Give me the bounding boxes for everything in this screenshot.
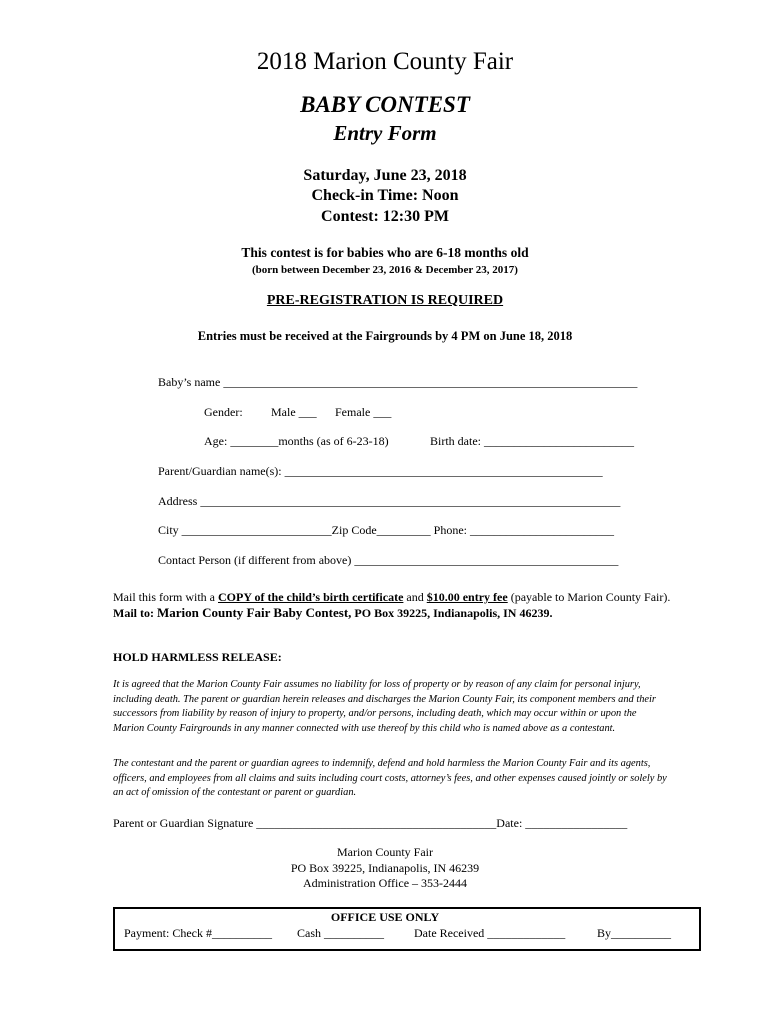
footer-org: Marion County Fair xyxy=(337,845,433,859)
checkin-time: Check-in Time: Noon xyxy=(311,187,459,204)
contest-title: BABY CONTEST xyxy=(300,92,470,117)
hold-harmless-heading: HOLD HARMLESS RELEASE: xyxy=(113,650,282,664)
baby-name-field[interactable]: Baby’s name _____________________________________________________________________ xyxy=(158,375,638,389)
payment-check-field[interactable]: Payment: Check #__________ xyxy=(124,926,272,940)
birth-date-field[interactable]: Birth date: _________________________ xyxy=(430,434,634,448)
address-field[interactable]: Address ______________________________________________________________________ xyxy=(158,494,621,508)
eligibility-note: This contest is for babies who are 6-18 months old xyxy=(241,245,529,260)
age-field[interactable]: Age: ________months (as of 6-23-18) xyxy=(204,434,389,448)
signature-field[interactable]: Parent or Guardian Signature ________________________________________Date: _________________ xyxy=(113,816,628,830)
mail-instructions: Mail this form with a COPY of the child’s birth certificate and $10.00 entry fee (payable to Marion County Fair). Mail to: Marion County Fair Baby Contest, PO Box 39225, Indianapolis, IN 46239. xyxy=(113,590,671,620)
release-paragraph-2: The contestant and the parent or guardian agrees to indemnify, defend and hold harmless the Marion County Fair and its agents, officers, and employees from all claims and suits including court costs, attorney’s fees, and other expenses caused jointly or solely by an act of omission of the contestant or parent or guardian. xyxy=(113,758,667,799)
gender-label: Gender: xyxy=(204,405,243,419)
event-date: Saturday, June 23, 2018 xyxy=(303,167,467,184)
contest-time: Contest: 12:30 PM xyxy=(321,208,449,225)
received-by-field[interactable]: By__________ xyxy=(597,926,672,940)
contact-person-field[interactable]: Contact Person (if different from above) ____________________________________________ xyxy=(158,553,619,567)
city-zip-phone-field[interactable]: City _________________________Zip Code_________ Phone: ________________________ xyxy=(158,523,614,537)
date-received-field[interactable]: Date Received _____________ xyxy=(414,926,566,940)
office-use-title: OFFICE USE ONLY xyxy=(330,910,440,924)
gender-female-field[interactable]: Female ___ xyxy=(335,405,392,419)
parent-guardian-field[interactable]: Parent/Guardian name(s): _____________________________________________________ xyxy=(158,464,603,478)
fair-title: 2018 Marion County Fair xyxy=(256,48,514,75)
footer-phone: Administration Office – 353-2444 xyxy=(302,876,468,890)
footer-address: PO Box 39225, Indianapolis, IN 46239 xyxy=(290,861,480,875)
gender-male-field[interactable]: Male ___ xyxy=(271,405,317,419)
release-paragraph-1: It is agreed that the Marion County Fair assumes no liability for loss of property or by reason of any claim for personal injury, including death. The parent or guardian herein releases and discharges the Marion County Fair, its component members and their successors from liability by reason of injury to property, and/or persons, including death, which may occur within or upon the Marion County Fairgrounds in any manner connected with use thereof by this child who is named above as a contestant. xyxy=(113,679,656,734)
preregistration-notice: PRE-REGISTRATION IS REQUIRED xyxy=(266,293,504,308)
entry-form-title: Entry Form xyxy=(333,121,437,145)
entry-deadline: Entries must be received at the Fairgrounds by 4 PM on June 18, 2018 xyxy=(197,329,573,343)
payment-cash-field[interactable]: Cash __________ xyxy=(297,926,384,940)
born-range-note: (born between December 23, 2016 & December 23, 2017) xyxy=(252,264,518,276)
